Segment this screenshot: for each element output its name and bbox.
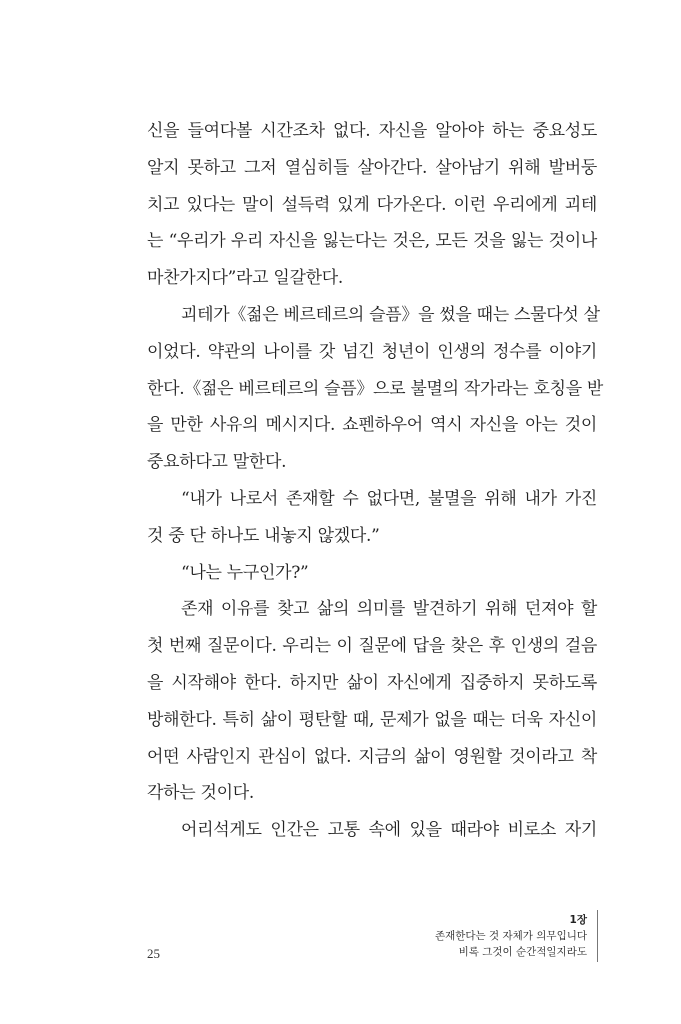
text-line: “내가 나로서 존재할 수 없다면, 불멸을 위해 내가 가진 [181,488,597,509]
text-line: 치고 있다는 말이 설득력 있게 다가온다. 이런 우리에게 괴테 [147,194,597,215]
text-line: 이었다. 약관의 나이를 갓 넘긴 청년이 인생의 정수를 이야기 [147,341,597,362]
text-line: 신을 들여다볼 시간조차 없다. 자신을 알아야 하는 중요성도 [147,121,597,141]
text-line: 한다.《젊은 베르테르의 슬픔》으로 불멸의 작가라는 호칭을 받 [147,378,604,399]
text-line: 어떤 사람인지 관심이 없다. 지금의 삶이 영원할 것이라고 착 [147,746,597,767]
text-line: 괴테가《젊은 베르테르의 슬픔》을 썼을 때는 스물다섯 살 [181,304,600,325]
text-line: 는 “우리가 우리 자신을 잃는다는 것은, 모든 것을 잃는 것이나 [147,231,597,252]
text-line: 마찬가지다”라고 일갈한다. [147,268,343,289]
text-line: 중요하다고 말한다. [147,452,287,473]
text-line: 각하는 것이다. [147,783,254,804]
text-line: “나는 누구인가?” [181,562,309,583]
text-line: 을 만한 사유의 메시지다. 쇼펜하우어 역시 자신을 아는 것이 [147,415,597,436]
footer-divider [597,910,598,962]
text-line: 알지 못하고 그저 열심히들 살아간다. 살아남기 위해 발버둥 [147,157,597,178]
text-line: 것 중 단 하나도 내놓지 않겠다.” [147,525,380,546]
text-line: 방해한다. 특히 삶이 평탄할 때, 문제가 없을 때는 더욱 자신이 [147,709,597,730]
text-line: 을 시작해야 한다. 하지만 삶이 자신에게 집중하지 못하도록 [147,672,597,693]
chapter-title-line-2: 비록 그것이 순간적일지라도 [458,946,587,958]
running-header [435,912,587,960]
chapter-label: 1장 [569,914,587,926]
page-number: 25 [147,946,160,961]
chapter-title-line-1: 존재한다는 것 자체가 의무입니다 [434,930,587,942]
text-line: 어리석게도 인간은 고통 속에 있을 때라야 비로소 자기 [181,820,597,841]
body-text [147,116,604,852]
text-line: 존재 이유를 찾고 삶의 의미를 발견하기 위해 던져야 할 [181,599,597,620]
text-line: 첫 번째 질문이다. 우리는 이 질문에 답을 찾은 후 인생의 걸음 [147,636,597,657]
